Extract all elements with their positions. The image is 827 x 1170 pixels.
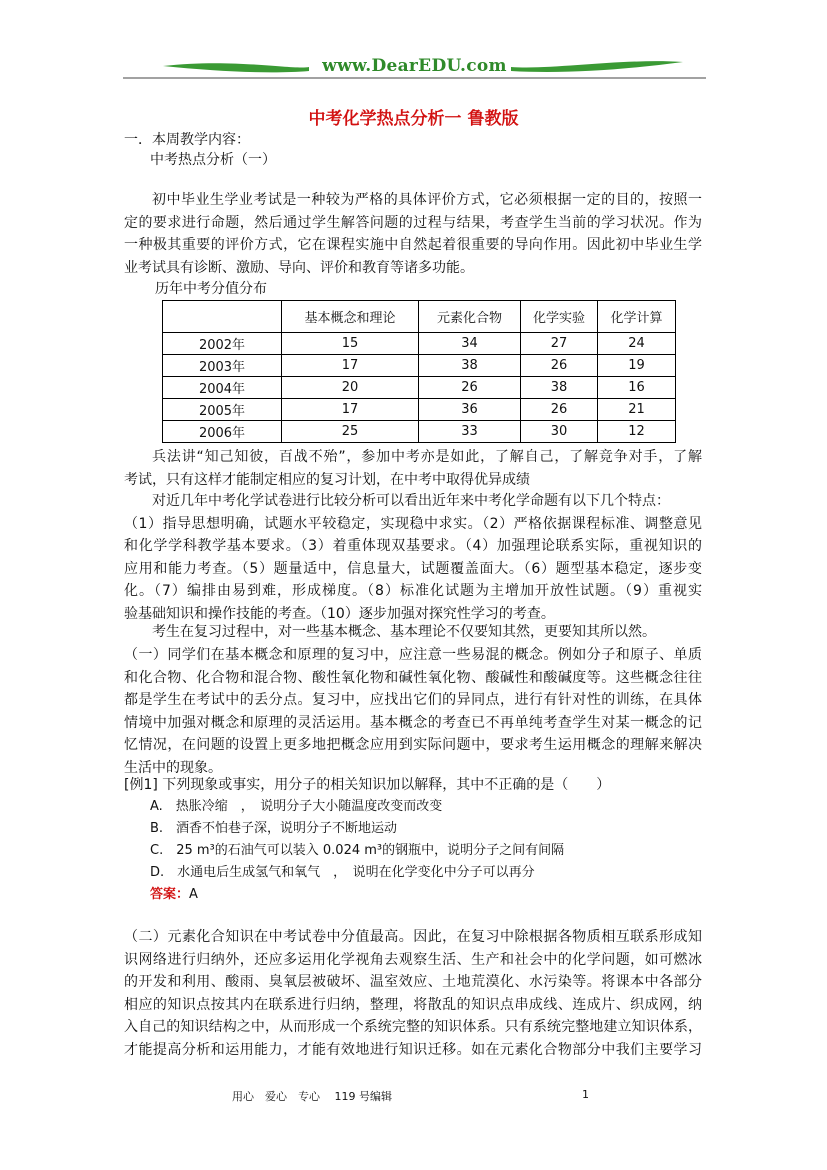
table-cell: 34 — [419, 333, 521, 355]
site-url: www.DearEDU.com — [322, 56, 507, 76]
table-cell: 17 — [282, 355, 419, 377]
table-header-cell: 元素化合物 — [419, 301, 521, 333]
table-header-cell — [163, 301, 282, 333]
example-option-d: D. 水通电后生成氢气和氧气 ， 说明在化学变化中分子可以再分 — [150, 865, 535, 880]
paragraph-line: 入自己的知识结构之中，从而形成一个系统完整的知识体系。只有系统完整地建立知识体系， — [124, 1019, 702, 1035]
paragraph-line: 生活中的现象。 — [124, 759, 222, 776]
table-cell: 15 — [282, 333, 419, 355]
paragraph-line: 验基础知识和操作技能的考查。（10）逐步加强对探究性学习的考查。 — [124, 605, 555, 622]
section-subheading: 中考热点分析（一） — [150, 152, 276, 168]
example-option-a: A. 热胀冷缩 ， 说明分子大小随温度改变而改变 — [150, 799, 443, 814]
table-row — [163, 377, 676, 399]
table-header-cell: 化学实验 — [521, 301, 598, 333]
intro-line: 业考试具有诊断、激励、导向、评价和教育等诸多功能。 — [124, 259, 474, 276]
paragraph-line: 考生在复习过程中，对一些基本概念、基本理论不仅要知其然，更要知其所以然。 — [152, 624, 656, 640]
table-cell: 33 — [419, 421, 521, 443]
paragraph-line: 和化合物、化合物和混合物、酸性氧化物和碱性氧化物、酸碱性和酸碱度等。这些概念往往 — [124, 669, 702, 686]
paragraph-line: 和化学学科教学基本要求。（3）着重体现双基要求。（4）加强理论联系实际，重视知识的 — [124, 538, 702, 554]
paragraph-review — [124, 621, 702, 644]
answer-value: A — [189, 887, 198, 902]
page-number: 1 — [582, 1088, 589, 1101]
paragraph-line: （二）元素化合知识在中考试卷中分值最高。因此，在复习中除根据各物质相互联系形成知 — [124, 929, 702, 945]
table-cell: 19 — [598, 355, 676, 377]
table-cell: 27 — [521, 333, 598, 355]
table-row — [163, 355, 676, 377]
table-cell: 2003年 — [163, 355, 282, 377]
table-cell: 36 — [419, 399, 521, 421]
table-cell: 26 — [521, 399, 598, 421]
paragraph-elements — [124, 926, 702, 1061]
table-cell: 38 — [521, 377, 598, 399]
paragraph-bingfa — [124, 446, 702, 491]
table-cell: 21 — [598, 399, 676, 421]
paragraph-line: 情境中加强对概念和原理的灵活运用。基本概念的考查已不再单纯考查学生对某一概念的记 — [124, 714, 702, 731]
table-cell: 30 — [521, 421, 598, 443]
table-cell: 16 — [598, 377, 676, 399]
example-answer — [150, 886, 198, 904]
document-title: 中考化学热点分析一 鲁教版 — [308, 109, 519, 129]
table-cell: 2004年 — [163, 377, 282, 399]
paragraph-line: 都是学生在考试中的丢分点。复习中，应找出它们的异同点，进行有针对性的训练，在具体 — [124, 692, 702, 708]
table-cell: 20 — [282, 377, 419, 399]
paragraph-line: 化。（7）编排由易到难，形成梯度。（8）标准化试题为主增加开放性试题。（9）重视实 — [124, 583, 702, 599]
table-cell: 26 — [419, 377, 521, 399]
table-cell: 38 — [419, 355, 521, 377]
paragraph-line: 考试，只有这样才能制定相应的复习计划，在中考中取得优异成绩 — [124, 471, 530, 488]
table-header-cell: 化学计算 — [598, 301, 676, 333]
table-cell: 25 — [282, 421, 419, 443]
example-option-c: C. 25 m³的石油气可以装入 0.024 m³的钢瓶中，说明分子之间有间隔 — [150, 843, 565, 858]
header-banner — [123, 52, 706, 82]
paragraph-line: 应用和能力考查。（5）题量适中，信息量大，试题覆盖面大。（6）题型基本稳定，逐步变 — [124, 560, 702, 577]
table-cell: 2002年 — [163, 333, 282, 355]
table-row — [163, 333, 676, 355]
paragraph-line: （1）指导思想明确，试题水平较稳定，实现稳中求实。（2）严格依据课程标准、调整意见 — [124, 515, 702, 532]
intro-paragraph — [124, 189, 702, 279]
table-row — [163, 421, 676, 443]
footer-editor-note: 用心 爱心 专心 119 号编辑 — [232, 1090, 392, 1103]
intro-line: 一种极其重要的评价方式，它在课程实施中自然起着很重要的导向作用。因此初中毕业生学 — [124, 237, 702, 253]
table-header-row — [163, 301, 676, 333]
table-caption: 历年中考分值分布 — [155, 281, 267, 297]
paragraph-line: 识网络进行归纳外，还应多运用化学视角去观察生活、生产和社会中的化学问题，如可燃冰 — [124, 951, 702, 968]
paragraph-line: 对近几年中考化学试卷进行比较分析可以看出近年来中考化学命题有以下几个特点： — [152, 493, 670, 509]
table-cell: 12 — [598, 421, 676, 443]
paragraph-line: 兵法讲“知己知彼，百战不殆”，参加中考亦是如此，了解自己，了解竞争对手，了解 — [152, 449, 702, 465]
paragraph-line: 忆情况，在问题的设置上更多地把概念应用到实际问题中，要求考生运用概念的理解来解决 — [124, 737, 702, 753]
paragraph-features — [124, 490, 702, 625]
paragraph-concepts — [124, 644, 702, 779]
intro-line: 初中毕业生学业考试是一种较为严格的具体评价方式，它必须根据一定的目的，按照一 — [152, 192, 702, 208]
table-cell: 2006年 — [163, 421, 282, 443]
paragraph-line: 的开发和利用、酸雨、臭氧层被破坏、温室效应、土地荒漠化、水污染等。将课本中各部分 — [124, 974, 702, 990]
paragraph-line: 相应的知识点按其内在联系进行归纳，整理，将散乱的知识点串成线、连成片、织成网，纳 — [124, 996, 702, 1013]
section-heading: 一．本周教学内容： — [124, 132, 250, 148]
example-option-b: B. 酒香不怕巷子深，说明分子不断地运动 — [150, 821, 398, 836]
intro-line: 定的要求进行命题，然后通过学生解答问题的过程与结果，考查学生当前的学习状况。作为 — [124, 214, 702, 231]
table-row — [163, 399, 676, 421]
score-distribution-table — [162, 300, 676, 443]
table-cell: 2005年 — [163, 399, 282, 421]
table-cell: 26 — [521, 355, 598, 377]
answer-label: 答案： — [150, 887, 190, 902]
example-question: [例1] 下列现象或事实，用分子的相关知识加以解释，其中不正确的是（ ） — [124, 777, 611, 793]
paragraph-line: （一）同学们在基本概念和原理的复习中，应注意一些易混的概念。例如分子和原子、单质 — [124, 647, 702, 663]
table-header-cell: 基本概念和理论 — [282, 301, 419, 333]
table-cell: 24 — [598, 333, 676, 355]
paragraph-line: 才能提高分析和运用能力，才能有效地进行知识迁移。如在元素化合物部分中我们主要学习 — [124, 1041, 702, 1058]
table-cell: 17 — [282, 399, 419, 421]
